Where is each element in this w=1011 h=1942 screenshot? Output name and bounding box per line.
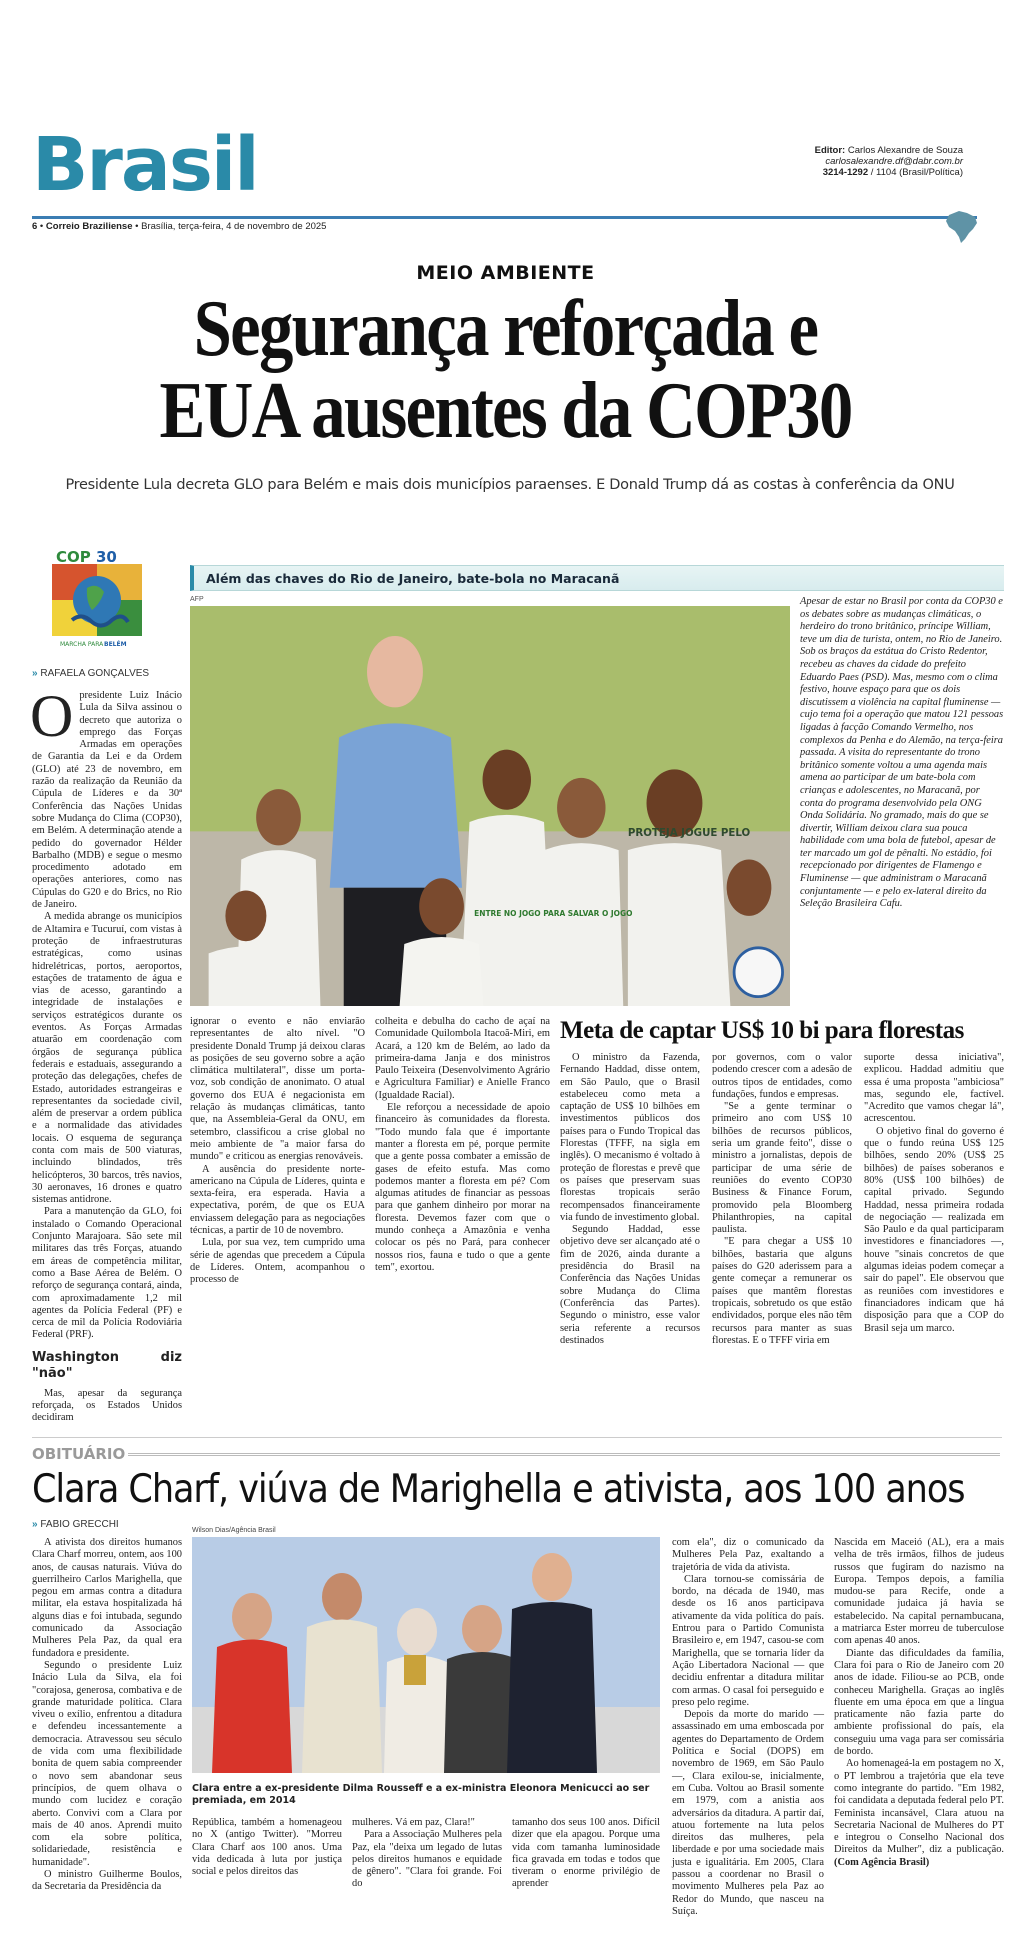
main-story-col-3 [375,1016,550,1274]
logo-text-belem: BELÉM [104,641,127,648]
paragraph: Mas, apesar da segurança reforçada, os Estados Unidos decidiram [32,1387,182,1424]
paragraph: mulheres. Vá em paz, Clara!" [352,1817,475,1828]
photo-prince-william-maracana[interactable] [190,606,790,1006]
main-story-col-1 [30,683,182,1425]
main-headline [0,285,1011,455]
story-deck: Presidente Lula decreta GLO para Belém e mais dois municípios paraenses. E Donald Trump dá as costas à conferência da ONU [65,477,955,493]
paragraph: com ela", diz o comunicado da Mulheres Pela Paz, exaltando a trajetória de vida da ativista. [672,1537,824,1573]
obituary-photo-caption: Clara entre a ex-presidente Dilma Rousseff e a ex-ministra Eleonora Menicucci ao ser premiada, em 2014 [192,1783,650,1806]
header-rule [32,216,977,219]
paragraph: tamanho dos seus 100 anos. Difícil dizer que ela apagou. Porque uma vida com tamanha luminosidade fica gravada em todas e todos que tiveram o enorme privilégio de aprender [512,1817,660,1890]
side-story-col-2 [712,1052,852,1347]
banner-text: PROTEJA JOGUE PELO [627,827,751,840]
section-title: Brasil [32,122,258,208]
photo-title-bar [190,565,1004,591]
agency-credit: (Com Agência Brasil) [834,1856,930,1868]
paragraph: Lula, por sua vez, tem cumprido uma série de agendas que precedem a Cúpula de Líderes. Ontem, acompanhou o processo de [190,1237,365,1286]
dropcap: O [30,683,74,749]
editor-label: Editor: [814,145,846,156]
section-divider [32,1437,1002,1438]
paragraph: O ministro Guilherme Boulos, da Secretaria da Presidência da [32,1869,182,1893]
editor-box [815,145,963,178]
obituary-col-4 [512,1817,660,1891]
newspaper-name: Correio Braziliense [45,221,133,232]
paragraph: Depois da morte do marido — assassinado em uma emboscada por agentes do Departamento de Ordem Política e Social (DOPS) em novembro de 1969, em São Paulo —, Clara exilou-se, inicialmente, em Cuba. Voltou ao Brasil somente em 1979, com a anistia aos adversários da ditadura. A partir daí, atuou fortemente na luta pelos direitos das mulheres, pela liberdade e por uma sociedade mais justa e igualitária. Em 2005, Clara passou a coordenar no Brasil o movimento Mulheres pela Paz ao Redor do Mundo, que nasceu na Suíça. [672,1709,824,1917]
byline-mark: » [32,668,38,679]
headline-line-2: EUA ausentes da COP30 [159,367,852,455]
main-story-col-2 [190,1016,365,1287]
paragraph: O objetivo final do governo é que o fundo reúna US$ 125 bilhões, sendo 20% (US$ 25 bilhões) de países soberanos e 80% (US$ 100 bilhões) de capital privado. Segundo Haddad, nessa primeira rodada de negociação — realizada em São Paulo e da qual participaram investidores e financiadores —, houve "sinais concretos de que algumas ideias podem começar a sair do papel". Ele observou que as reuniões com investidores e financiadores indicam que há disposição para que a COP do Brasil seja um marco. [864,1125,1004,1334]
byline-author: RAFAELA GONÇALVES [40,668,150,679]
paragraph: O ministro da Fazenda, Fernando Haddad, disse ontem, em São Paulo, que o Brasil estabeleceu como meta a captação de US$ 10 bilhões em investimentos públicos dos países para o Fundo Tropical das Florestas (TFFF, na sigla em inglês). O mecanismo é voltado à proteção de florestas e prevê que os países que preservam suas florestas tropicais serão recompensados financeiramente via fundo de investimento global. [560,1052,700,1223]
obituary-label: OBITUÁRIO [32,1445,126,1463]
photo-caption: Apesar de estar no Brasil por conta da COP30 e os debates sobre as mudanças climáticas, o herdeiro do trono britânico, príncipe William, teve um dia de turista, ontem, no Rio de Janeiro. Sob os braços da estátua do Cristo Redentor, recebeu as chaves da cidade do prefeito Eduardo Paes (PSD). Mas, mesmo com o clima festivo, houve espaço para que os dois discutissem a violência na capital fluminense — cujo tema foi a operação que matou 121 pessoas ligadas à facção Comando Vermelho, nos complexos da Penha e do Alemão, na terça-feira passada. A visita do representante do trono britânico somente voltou a uma agenda mais amena ao participar de um bate-bola com crianças e adolescentes, no Maracanã, por conta do programa desenvolvido pela ONG Onda Solidária. No gramado, mais do que se divertir, William deixou clara sua pouca habilidade com uma bola de futebol, apesar de ter marcado um gol de pênalti. No estádio, foi recepcionado por dirigentes de Flamengo e Fluminense — que administram o Maracanã conjuntamente — e pelo ex-lateral direito da Seleção Brasileira Cafu. [800,596,1004,910]
paragraph: Nascida em Maceió (AL), era a mais velha de três irmãos, filhos de judeus russos que fugiram do nazismo na Europa. Tempos depois, a família mudou-se para Recife, onde a comunidade judaica já havia se estabelecido. Na capital pernambucana, a matriarca Ester morreu de tuberculose com apenas 40 anos. [834,1537,1004,1647]
paragraph: A ausência do presidente norte-americano na Cúpula de Líderes, quinta e sexta-feira, era esperada. Havia a expectativa, porém, de que os EUA enviassem delegação para as negociações técnicas, a partir de 10 de novembro. [190,1163,365,1237]
paragraph: A ativista dos direitos humanos Clara Charf morreu, ontem, aos 100 anos, de causas naturais. Viúva do guerrilheiro Carlos Marighella, que pegou em armas contra a ditadura militar, ela estava hospitalizada há alguns dias e foi intubada, segundo comunicado da Associação Mulheres Pela Paz, da qual era fundadora e presidente. [32,1537,182,1659]
paragraph: República, também a homenageou no X (antigo Twitter). "Morreu Clara Charf aos 100 anos. Uma vida dedicada à luta por justiça social e pelos direitos das [192,1817,342,1878]
paragraph: A medida abrange os municípios de Altamira e Tucuruí, com vistas à proteção de infraestruturas estratégicas, como usinas hidrelétricas, portos, aeroportos, estações de tratamento de água e vias de acesso, garantindo a integridade de instalações e serviços estratégicos durante os eventos. As Forças Armadas atuarão em coordenação com órgãos de segurança pública federais e estaduais, assegurando a proteção das delegações, chefes de Estado, autoridades estrangeiras e representantes da sociedade civil, além de preservar a ordem pública e a normalidade das atividades locais. O esquema de segurança conta com mais de 500 viaturas, incluindo blindados, três helicópteros, 30 barcos, três navios, 30 aeronaves, 16 drones e quatro sistemas antidrone. [32,911,182,1206]
photo-credit: AFP [190,596,204,603]
paragraph: Ele reforçou a necessidade de apoio financeiro às comunidades da floresta. "Todo mundo fala que é importante manter a floresta em pé, porque permite que a gente possa combater a emissão de gases de efeito estufa. Mas como podemos manter a floresta em pé? Com algumas atitudes de financiar as pessoas para que ganhem dinheiro por morar na floresta. Devemos fazer com que o mundo conheça a Amazônia e venha colocar os pés no Pará, para conhecer nossos rios, fauna e tudo o que a gente tem", exortou. [375,1102,550,1273]
byline-author: FABIO GRECCHI [40,1519,119,1530]
editor-email[interactable]: carlosalexandre.df@dabr.com.br [825,156,963,167]
editor-name: Carlos Alexandre de Souza [847,145,963,156]
paragraph: Opresidente Luiz Inácio Lula da Silva assinou o decreto que autoriza o emprego das Forças Armadas em operações de Garantia da Lei e da Ordem (GLO) até 23 de novembro, em razão da realização da Reunião da Cúpula de Líderes e da 30ª Conferência das Nações Unidas sobre Mudança do Clima (COP30), em Belém. A determinação atende a pedido do governador Hélder Barbalho (MDB) e segue o mesmo procedimento adotado em operações anteriores, como nas Cúpulas do G20 e do Brics, no Rio de Janeiro. [30,683,182,911]
obituary-headline: Clara Charf, viúva de Marighella e ativista, aos 100 anos [32,1467,965,1512]
paragraph: Clara tornou-se comissária de bordo, na década de 1940, mas desde os 16 anos participava ativamente da vida política do país. Entrou para o Partido Comunista Brasileiro e, em 1947, casou-se com Marighella, que se tornaria líder da Ação Libertadora Nacional — que decidiu enfrentar a ditadura militar com armas. O casal foi perseguido e preso pelo regime. [672,1573,824,1708]
page-number: 6 [32,221,38,232]
obituary-col-6 [834,1537,1004,1869]
logo-text-cop: COP [56,548,91,566]
paragraph: por governos, com o valor podendo crescer com a adesão de outros tipos de entidades, como fundações, fundos e empresas. [712,1052,852,1100]
paragraph: Para a Associação Mulheres pela Paz, ela "deixa um legado de lutas pelos direitos humanos e equidade de gênero". "Clara foi grande. Foi do [352,1829,502,1890]
paragraph: "Se a gente terminar o primeiro ano com US$ 10 bilhões de recursos públicos, seria um grande feito", disse o ministro a jornalistas, depois de participar de uma série de reuniões do evento COP30 Business & Finance Forum, promovido pela Bloomberg Philanthropies, na capital paulista. [712,1101,852,1236]
paragraph: Ao homenageá-la em postagem no X, o PT lembrou a trajetória que ela teve como integrante do partido. "Em 1982, foi candidata a deputada federal pelo PT. Feminista incansável, Clara atuou na Secretaria Nacional de Mulheres do PT e integrou o Conselho Nacional dos Direitos da Mulher", diz a publicação. (Com Agência Brasil) [834,1758,1004,1868]
subhead: Washington diz "não" [32,1349,182,1381]
obituary-byline [32,1519,119,1531]
folio-line: 6 • Correio Braziliense • Brasília, terça-feira, 4 de novembro de 2025 [32,221,327,232]
obituary-col-1 [32,1537,182,1894]
side-story-col-1 [560,1052,700,1347]
obituary-rule [128,1453,1000,1456]
obituary-col-2 [192,1817,342,1878]
paragraph: Para a manutenção da GLO, foi instalado o Comando Operacional Conjunto Marajoara. São sete mil militares das três Forças, atuando em áreas de competência militar, como a Base Aérea de Belém. O reforço de segurança contará, ainda, com aproximadamente 1,2 mil agentes da Polícia Federal (PF) e cerca de mil da Polícia Rodoviária Federal (PRF). [32,1206,182,1341]
headline-line-1: Segurança reforçada e [193,285,818,373]
paragraph: "E para chegar a US$ 10 bilhões, bastaria que alguns países do G20 aderissem para a gente começar a remunerar os países que mantêm florestas tropicais, sobretudo os que estão endividados, porque eles não têm recursos para manter as suas florestas. E o TFFF viria em [712,1236,852,1346]
paragraph: colheita e debulha do cacho de açaí na Comunidade Quilombola Itacoã-Miri, em Acará, a 120 km de Belém, ao lado da primeira-dama Janja e dos ministros Paulo Teixeira (Desenvolvimento Agrário e Agricultura Familiar) e Anielle Franco (Igualdade Racial). [375,1016,550,1101]
editor-ext: / 1104 (Brasil/Política) [870,167,963,178]
photo-illustration [192,1537,660,1773]
paragraph: Segundo o presidente Luiz Inácio Lula da Silva, ela foi "corajosa, generosa, combativa e de grande maturidade política. Clara viveu o exílio, enfrentou a ditadura e defendeu incessantemente a democracia. Atravessou seu século de vida com uma flexibilidade bonita de quem sabia compreender o novo sem abandonar seus princípios, de quem olhava o mundo com lucidez e coração aberto. Convivi com a Clara por mais de 40 anos. Aprendi muito com ela sobre política, solidariedade, resistência e humanidade". [32,1659,182,1868]
paragraph: Diante das dificuldades da família, Clara foi para o Rio de Janeiro com 20 anos de idade. Filiou-se ao PCB, onde conheceu Marighella. Graças ao inglês fluente em uma época em que a língua praticamente não fazia parte do ambiente profissional do país, ela conseguiu uma vaga para ser comissária de bordo. [834,1647,1004,1758]
photo-title: Além das chaves do Rio de Janeiro, bate-bola no Maracanã [206,571,620,586]
story-kicker: MEIO AMBIENTE [416,262,595,284]
photo-illustration [190,606,790,1006]
obituary-col-5 [672,1537,824,1918]
side-story-headline: Meta de captar US$ 10 bi para florestas [560,1017,964,1044]
logo-text-num: 30 [96,548,117,566]
paragraph: suporte dessa iniciativa", explicou. Haddad admitiu que essa é uma proposta "ambiciosa" mas, segundo ele, factível. "Acredito que vamos chegar lá", acrescentou. [864,1052,1004,1125]
side-story-col-3 [864,1052,1004,1335]
obituary-col-3 [352,1817,502,1891]
paragraph: ignorar o evento e não enviarão representantes de alto nível. "O presidente Donald Trump já deixou claras as posições de seu governo sobre a ação climática multilateral", disse um porta-voz, sob condição de anonimato. O atual governo dos EUA é negacionista em relação às mudanças climáticas, tanto que, na Assembleia-Geral da ONU, em setembro, classificou a crise global no meio ambiente de "a maior farsa do mundo" e criticou as energias renováveis. [190,1016,365,1163]
photo-clara-charf-award[interactable] [192,1537,660,1773]
dateline: Brasília, terça-feira, 4 de novembro de 2025 [141,221,327,232]
byline-mark: » [32,1519,38,1530]
shirt-text: ENTRE NO JOGO PARA SALVAR O JOGO [474,908,633,918]
photo-credit: Wilson Dias/Agência Brasil [192,1527,276,1534]
paragraph: Segundo Haddad, esse objetivo deve ser alcançado até o fim de 2026, ainda durante a presidência do Brasil na Conferência das Nações Unidas sobre Mudança do Clima (Conferência das Partes). Segundo o ministro, esse valor seria referente a recursos destinados [560,1224,700,1346]
byline [32,668,149,679]
brazil-map-icon [941,205,981,245]
editor-phone: 3214-1292 [822,167,869,178]
logo-text-marcha: MARCHA PARA [60,641,104,648]
cop30-logo [52,548,142,648]
